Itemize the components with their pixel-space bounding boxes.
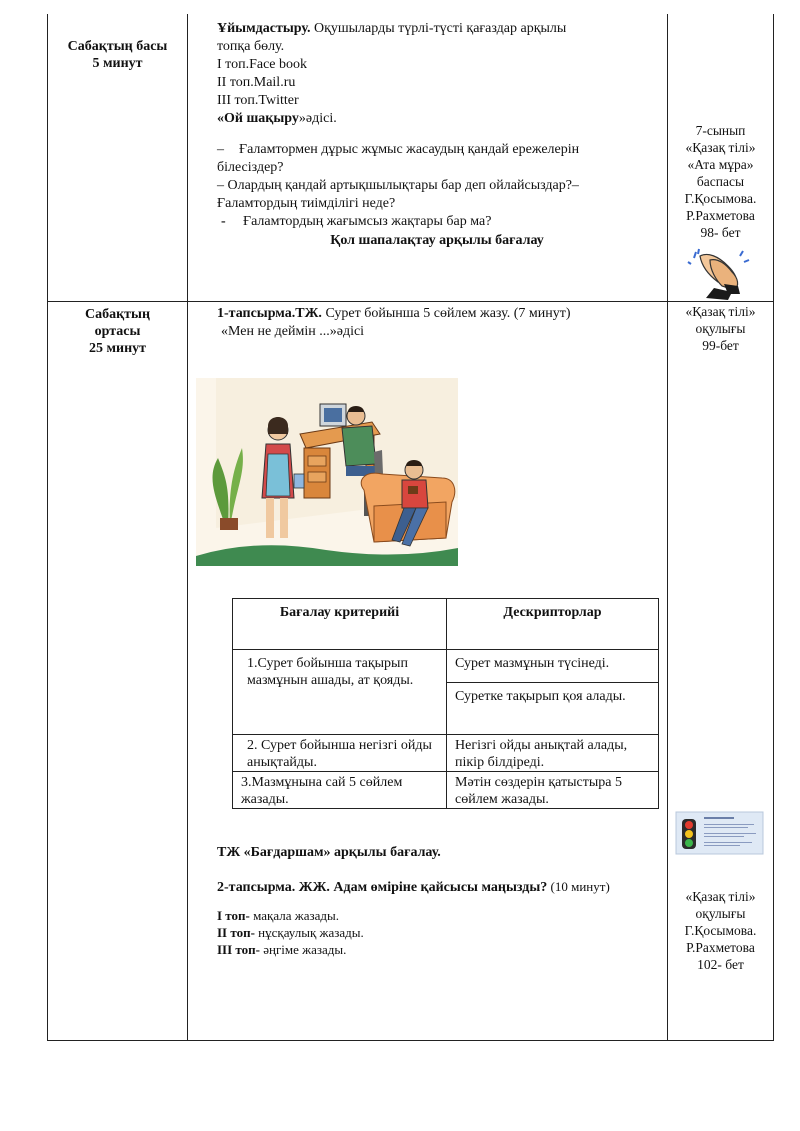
question-bullet: - bbox=[221, 214, 226, 229]
group-task: әңгіме жазады. bbox=[259, 942, 347, 957]
resource-line: 102- бет bbox=[697, 957, 744, 972]
task-2-label: 2-тапсырма. ЖЖ. Адам өміріне қайсысы маңызды? bbox=[217, 880, 548, 895]
method-name: «Ой шақыру bbox=[217, 111, 299, 126]
group-label: ІІ топ- bbox=[217, 925, 255, 940]
organization-text: Оқушыларды түрлі-түсті қағаздар арқылы bbox=[310, 21, 567, 36]
descriptor-cell: Суретке тақырып қоя алады. bbox=[446, 682, 659, 735]
resource-line: «Қазақ тілі» bbox=[685, 304, 756, 319]
group-item: І топ.Face book bbox=[217, 57, 308, 72]
table-row-divider bbox=[47, 301, 774, 302]
descriptor-cell: Сурет мазмұнын түсінеді. bbox=[446, 649, 659, 683]
group-task: мақала жазады. bbox=[249, 908, 339, 923]
resources-cell-middle-top bbox=[668, 303, 773, 354]
table-border-left bbox=[47, 14, 48, 1041]
table-header-criteria: Бағалау критерийі bbox=[232, 598, 447, 650]
task-1-method: «Мен не деймін ...»әдісі bbox=[221, 324, 365, 339]
organization-text-cont: топқа бөлу. bbox=[217, 39, 285, 54]
resource-line: «Ата мұра» bbox=[687, 157, 754, 172]
stage-cell-middle bbox=[48, 306, 187, 357]
group-item: ІІІ топ.Twitter bbox=[217, 93, 299, 108]
resource-line: «Қазақ тілі» bbox=[685, 140, 756, 155]
assessment-method: Қол шапалақтау арқылы бағалау bbox=[330, 233, 544, 248]
resource-line: оқулығы bbox=[695, 321, 746, 336]
assessment-table bbox=[232, 598, 659, 809]
resource-line: Р.Рахметова bbox=[686, 940, 755, 955]
method-suffix: »әдісі. bbox=[298, 111, 337, 126]
stage-duration: 5 минут bbox=[92, 56, 143, 71]
resource-line: Р.Рахметова bbox=[686, 208, 755, 223]
traffic-light-assessment: ТЖ «Бағдаршам» арқылы бағалау. bbox=[217, 845, 441, 860]
descriptor-cell: Мәтін сөздерін қатыстыра 5 сөйлем жазады. bbox=[446, 771, 659, 809]
resource-line: Г.Қосымова. bbox=[684, 191, 757, 206]
resource-line: 7-сынып bbox=[695, 123, 746, 138]
resource-line: «Қазақ тілі» bbox=[685, 889, 756, 904]
criteria-cell: 2. Сурет бойынша негізгі ойды анықтайды. bbox=[232, 734, 447, 772]
group-task: нұсқаулық жазады. bbox=[254, 925, 364, 940]
table-header-descriptors: Дескрипторлар bbox=[446, 598, 659, 650]
traffic-light-icon bbox=[676, 812, 763, 854]
criteria-cell: 1.Сурет бойынша тақырып мазмұнын ашады, ат қояды. bbox=[232, 649, 447, 735]
content-cell-middle-lower bbox=[217, 844, 662, 958]
table-border-right bbox=[773, 14, 774, 1041]
stage-title: Сабақтың басы bbox=[67, 39, 168, 54]
group-label: ІІІ топ- bbox=[217, 942, 260, 957]
resource-line: Г.Қосымова. bbox=[684, 923, 757, 938]
criteria-cell: 3.Мазмұнына сай 5 сөйлем жазады. bbox=[232, 771, 447, 809]
stage-title: Сабақтың bbox=[84, 307, 151, 322]
stage-cell-beginning bbox=[48, 38, 187, 72]
resource-line: 98- бет bbox=[700, 225, 741, 240]
resources-cell-beginning bbox=[668, 122, 773, 241]
question-2: – Олардың қандай артықшылықтары бар деп ойлайсыздар?– bbox=[217, 178, 579, 193]
stage-duration: 25 минут bbox=[88, 341, 147, 356]
question-1-cont: білесіздер? bbox=[217, 160, 284, 175]
stage-title: ортасы bbox=[94, 324, 141, 339]
resource-line: баспасы bbox=[696, 174, 745, 189]
group-label: І топ- bbox=[217, 908, 250, 923]
descriptor-cell: Негізгі ойды анықтай алады, пікір білдіреді. bbox=[446, 734, 659, 772]
question-2-cont: Ғаламтордың тиімділігі неде? bbox=[217, 196, 396, 211]
resource-line: оқулығы bbox=[695, 906, 746, 921]
task-1-text: Сурет бойынша 5 сөйлем жазу. (7 минут) bbox=[321, 306, 571, 321]
resources-cell-middle-bottom bbox=[668, 888, 773, 973]
resource-line: 99-бет bbox=[702, 338, 739, 353]
task-1-label: 1-тапсырма.ТЖ. bbox=[217, 306, 322, 321]
task-2-duration: (10 минут) bbox=[547, 879, 610, 894]
content-cell-middle bbox=[217, 305, 657, 341]
question-1: Ғаламтормен дұрыс жұмыс жасаудың қандай ережелерін bbox=[239, 142, 580, 157]
clapping-hands-icon bbox=[688, 248, 750, 300]
content-cell-beginning bbox=[217, 20, 657, 250]
question-dash: – bbox=[217, 142, 224, 157]
table-border-bottom bbox=[47, 1040, 774, 1041]
organization-label: Ұйымдастыру. bbox=[217, 21, 311, 36]
table-border-col1 bbox=[187, 14, 188, 1041]
question-3: Ғаламтордың жағымсыз жақтары бар ма? bbox=[243, 214, 492, 229]
family-computer-illustration bbox=[196, 378, 458, 566]
group-item: ІІ топ.Mail.ru bbox=[217, 75, 296, 90]
